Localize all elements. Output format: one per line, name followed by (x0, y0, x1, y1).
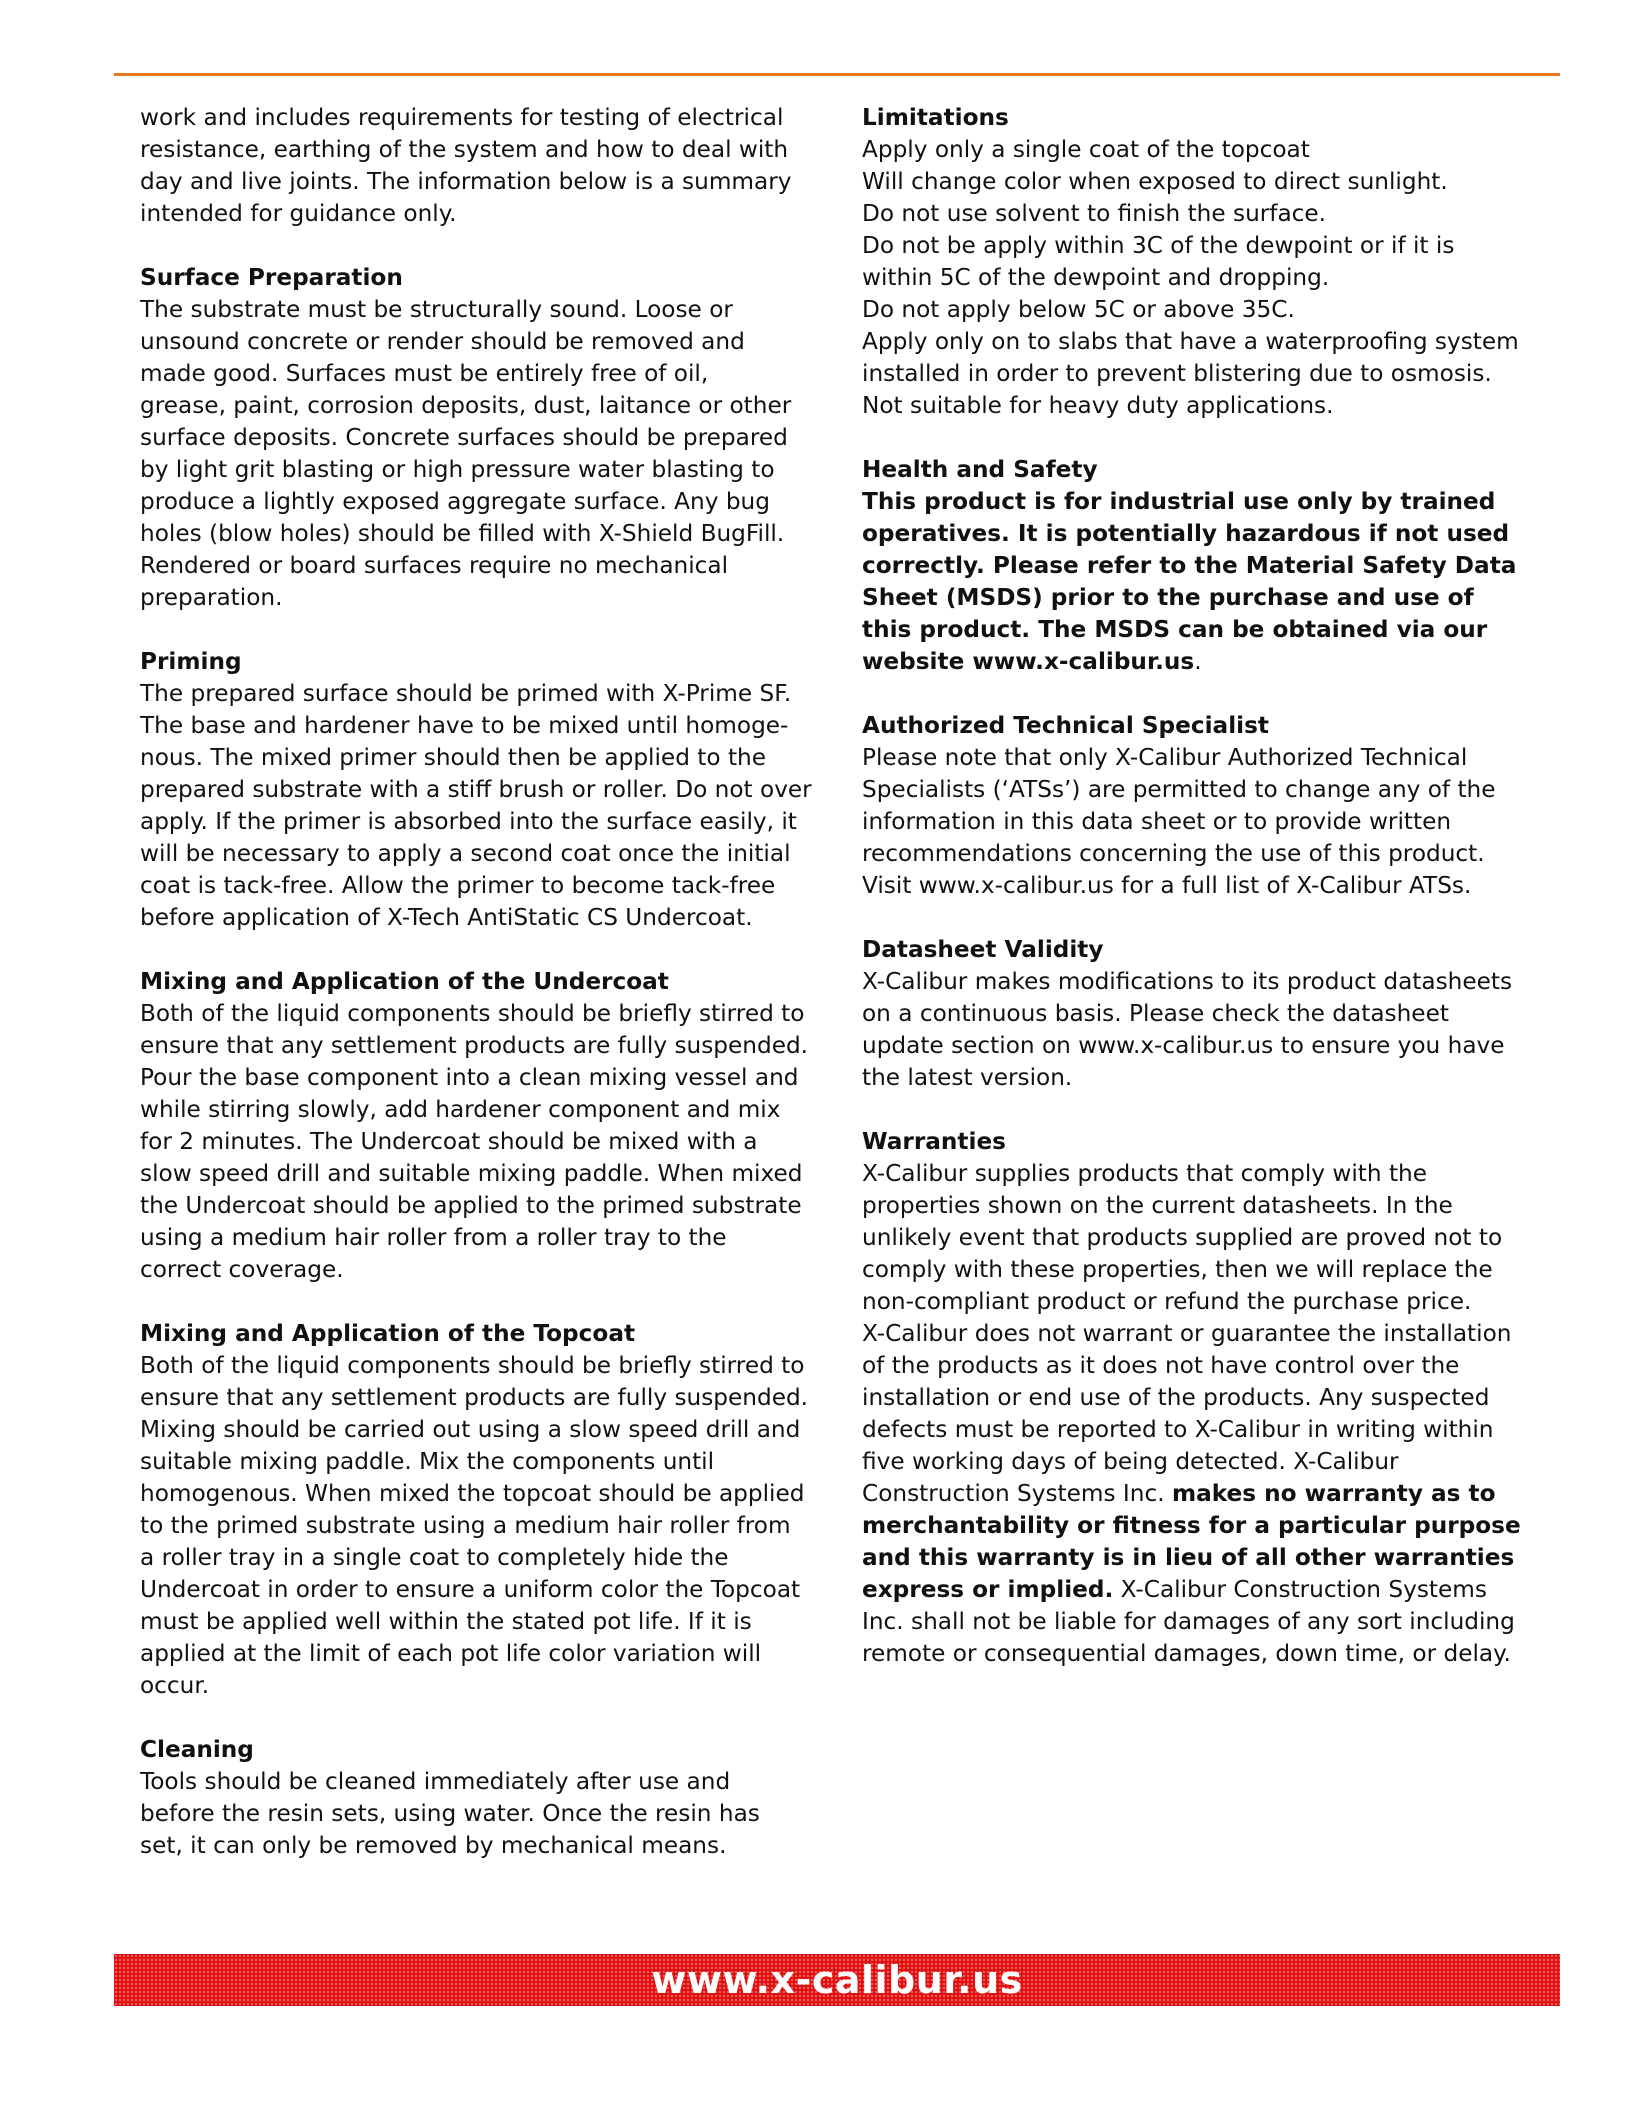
section-heading: Cleaning (140, 1736, 254, 1763)
text-line: suitable mixing paddle. Mix the components until (140, 1448, 715, 1475)
text-line: using a medium hair roller from a roller tray to the (140, 1224, 727, 1251)
ats-section (862, 710, 1562, 902)
priming-section (140, 646, 840, 934)
text-line: operatives. It is potentially hazardous if not used (862, 520, 1510, 547)
cleaning-section (140, 1734, 840, 1862)
text-line: Apply only on to slabs that have a waterproofing system (862, 328, 1519, 355)
right-column (862, 102, 1562, 1702)
text-line: intended for guidance only. (140, 200, 457, 227)
text-line: Inc. shall not be liable for damages of any sort including (862, 1608, 1515, 1635)
text-line: surface deposits. Concrete surfaces should be prepared (140, 424, 788, 451)
text-bold: makes no warranty as to (1171, 1480, 1496, 1507)
warranties-section (862, 1126, 1562, 1670)
text-line: X-Calibur makes modifications to its product datasheets (862, 968, 1513, 995)
text-line: Do not apply below 5C or above 35C. (862, 296, 1295, 323)
text-line: merchantability or fitness for a particular purpose (862, 1512, 1521, 1539)
left-column (140, 102, 840, 1894)
text-line: update section on www.x-calibur.us to ensure you have (862, 1032, 1505, 1059)
surface-preparation-section (140, 262, 840, 614)
text-line (862, 1574, 1562, 1606)
text-line: set, it can only be removed by mechanical means. (140, 1832, 727, 1859)
section-heading: Health and Safety (862, 456, 1098, 483)
text-line: Sheet (MSDS) prior to the purchase and use of (862, 584, 1474, 611)
text-line (862, 1478, 1562, 1510)
footer-website-link[interactable]: www.x-calibur.us (651, 1958, 1023, 2002)
text-line: the latest version. (862, 1064, 1073, 1091)
text-line: applied at the limit of each pot life color variation will (140, 1640, 762, 1667)
text-line: Do not be apply within 3C of the dewpoint or if it is (862, 232, 1455, 259)
health-safety-section (862, 454, 1562, 678)
text-line: installation or end use of the products. Any suspected (862, 1384, 1490, 1411)
limitations-section (862, 102, 1562, 422)
text-line: defects must be reported to X-Calibur in writing within (862, 1416, 1494, 1443)
text-line: ensure that any settlement products are fully suspended. (140, 1384, 809, 1411)
text-line: correctly. Please refer to the Material Safety Data (862, 552, 1517, 579)
text-line: non-compliant product or refund the purchase price. (862, 1288, 1472, 1315)
section-heading: Authorized Technical Specialist (862, 712, 1269, 739)
intro-paragraph (140, 102, 840, 230)
text-line: within 5C of the dewpoint and dropping. (862, 264, 1330, 291)
text-line: made good. Surfaces must be entirely free of oil, (140, 360, 709, 387)
text-line: Apply only a single coat of the topcoat (862, 136, 1310, 163)
text-normal: X-Calibur Construction Systems (1113, 1576, 1487, 1603)
text-line: before the resin sets, using water. Once the resin has (140, 1800, 760, 1827)
section-heading: Mixing and Application of the Topcoat (140, 1320, 636, 1347)
text-line: by light grit blasting or high pressure water blasting to (140, 456, 775, 483)
section-heading: Surface Preparation (140, 264, 403, 291)
text-line: must be applied well within the stated pot life. If it is (140, 1608, 752, 1635)
text-line: installed in order to prevent blistering due to osmosis. (862, 360, 1492, 387)
text-line: Mixing should be carried out using a slow speed drill and (140, 1416, 801, 1443)
text-line: ensure that any settlement products are fully suspended. (140, 1032, 809, 1059)
text-line: will be necessary to apply a second coat once the initial (140, 840, 791, 867)
text-line: Rendered or board surfaces require no mechanical (140, 552, 729, 579)
section-heading: Limitations (862, 104, 1009, 131)
text-line: information in this data sheet or to provide written (862, 808, 1452, 835)
text-line: Not suitable for heavy duty applications. (862, 392, 1334, 419)
text-line: coat is tack-free. Allow the primer to become tack-free (140, 872, 776, 899)
text-line: produce a lightly exposed aggregate surface. Any bug (140, 488, 770, 515)
text-line: and this warranty is in lieu of all other warranties (862, 1544, 1515, 1571)
text-line: on a continuous basis. Please check the datasheet (862, 1000, 1449, 1027)
text-line: Tools should be cleaned immediately after use and (140, 1768, 731, 1795)
website-link[interactable]: website www.x-calibur.us (862, 648, 1195, 675)
text-line: Both of the liquid components should be briefly stirred to (140, 1000, 805, 1027)
text-line: grease, paint, corrosion deposits, dust, laitance or other (140, 392, 792, 419)
text-line: X-Calibur does not warrant or guarantee the installation (862, 1320, 1512, 1347)
text-line: remote or consequential damages, down time, or delay. (862, 1640, 1511, 1667)
text-line: work and includes requirements for testing of electrical (140, 104, 784, 131)
text-line: the Undercoat should be applied to the primed substrate (140, 1192, 802, 1219)
text-line: Do not use solvent to finish the surface. (862, 200, 1327, 227)
text-line: day and live joints. The information below is a summary (140, 168, 792, 195)
text-line: X-Calibur supplies products that comply with the (862, 1160, 1428, 1187)
text-line: preparation. (140, 584, 283, 611)
text-line: slow speed drill and suitable mixing paddle. When mixed (140, 1160, 803, 1187)
text-line: nous. The mixed primer should then be applied to the (140, 744, 766, 771)
text-line: resistance, earthing of the system and how to deal with (140, 136, 789, 163)
footer-banner (114, 1954, 1560, 2006)
text-line: correct coverage. (140, 1256, 344, 1283)
period: . (1194, 648, 1202, 675)
text-line: five working days of being detected. X-Calibur (862, 1448, 1399, 1475)
text-line: homogenous. When mixed the topcoat should be applied (140, 1480, 805, 1507)
section-heading: Warranties (862, 1128, 1006, 1155)
top-divider (114, 73, 1560, 76)
text-line: The base and hardener have to be mixed until homoge- (140, 712, 789, 739)
text-bold: express or implied. (862, 1576, 1114, 1603)
text-line: Visit www.x-calibur.us for a full list of X-Calibur ATSs. (862, 872, 1472, 899)
text-line: comply with these properties, then we will replace the (862, 1256, 1493, 1283)
text-line: Specialists (‘ATSs’) are permitted to change any of the (862, 776, 1496, 803)
text-line: properties shown on the current datasheets. In the (862, 1192, 1453, 1219)
text-line: unsound concrete or render should be removed and (140, 328, 745, 355)
text-line: to the primed substrate using a medium hair roller from (140, 1512, 791, 1539)
section-heading: Mixing and Application of the Undercoat (140, 968, 669, 995)
text-line: unlikely event that products supplied are proved not to (862, 1224, 1503, 1251)
text-line: holes (blow holes) should be filled with X-Shield BugFill. (140, 520, 785, 547)
text-line: before application of X-Tech AntiStatic CS Undercoat. (140, 904, 753, 931)
text-line: this product. The MSDS can be obtained via our (862, 616, 1488, 643)
text-line: Pour the base component into a clean mixing vessel and (140, 1064, 799, 1091)
undercoat-section (140, 966, 840, 1286)
text-line: Please note that only X-Calibur Authorized Technical (862, 744, 1468, 771)
text-line: Will change color when exposed to direct sunlight. (862, 168, 1448, 195)
text-line: recommendations concerning the use of this product. (862, 840, 1485, 867)
text-normal: Construction Systems Inc. (862, 1480, 1172, 1507)
datasheet-validity-section (862, 934, 1562, 1094)
text-line: a roller tray in a single coat to completely hide the (140, 1544, 729, 1571)
section-heading: Priming (140, 648, 242, 675)
text-line: while stirring slowly, add hardener component and mix (140, 1096, 781, 1123)
text-line: The substrate must be structurally sound. Loose or (140, 296, 733, 323)
text-line: for 2 minutes. The Undercoat should be mixed with a (140, 1128, 758, 1155)
section-heading: Datasheet Validity (862, 936, 1104, 963)
text-line: of the products as it does not have control over the (862, 1352, 1460, 1379)
text-line: The prepared surface should be primed with X-Prime SF. (140, 680, 792, 707)
text-line: apply. If the primer is absorbed into the surface easily, it (140, 808, 797, 835)
text-line: Both of the liquid components should be briefly stirred to (140, 1352, 805, 1379)
text-line: This product is for industrial use only by trained (862, 488, 1496, 515)
text-line: Undercoat in order to ensure a uniform color the Topcoat (140, 1576, 801, 1603)
text-line: occur. (140, 1672, 210, 1699)
topcoat-section (140, 1318, 840, 1702)
text-line: prepared substrate with a stiff brush or roller. Do not over (140, 776, 812, 803)
text-line (862, 646, 1562, 678)
